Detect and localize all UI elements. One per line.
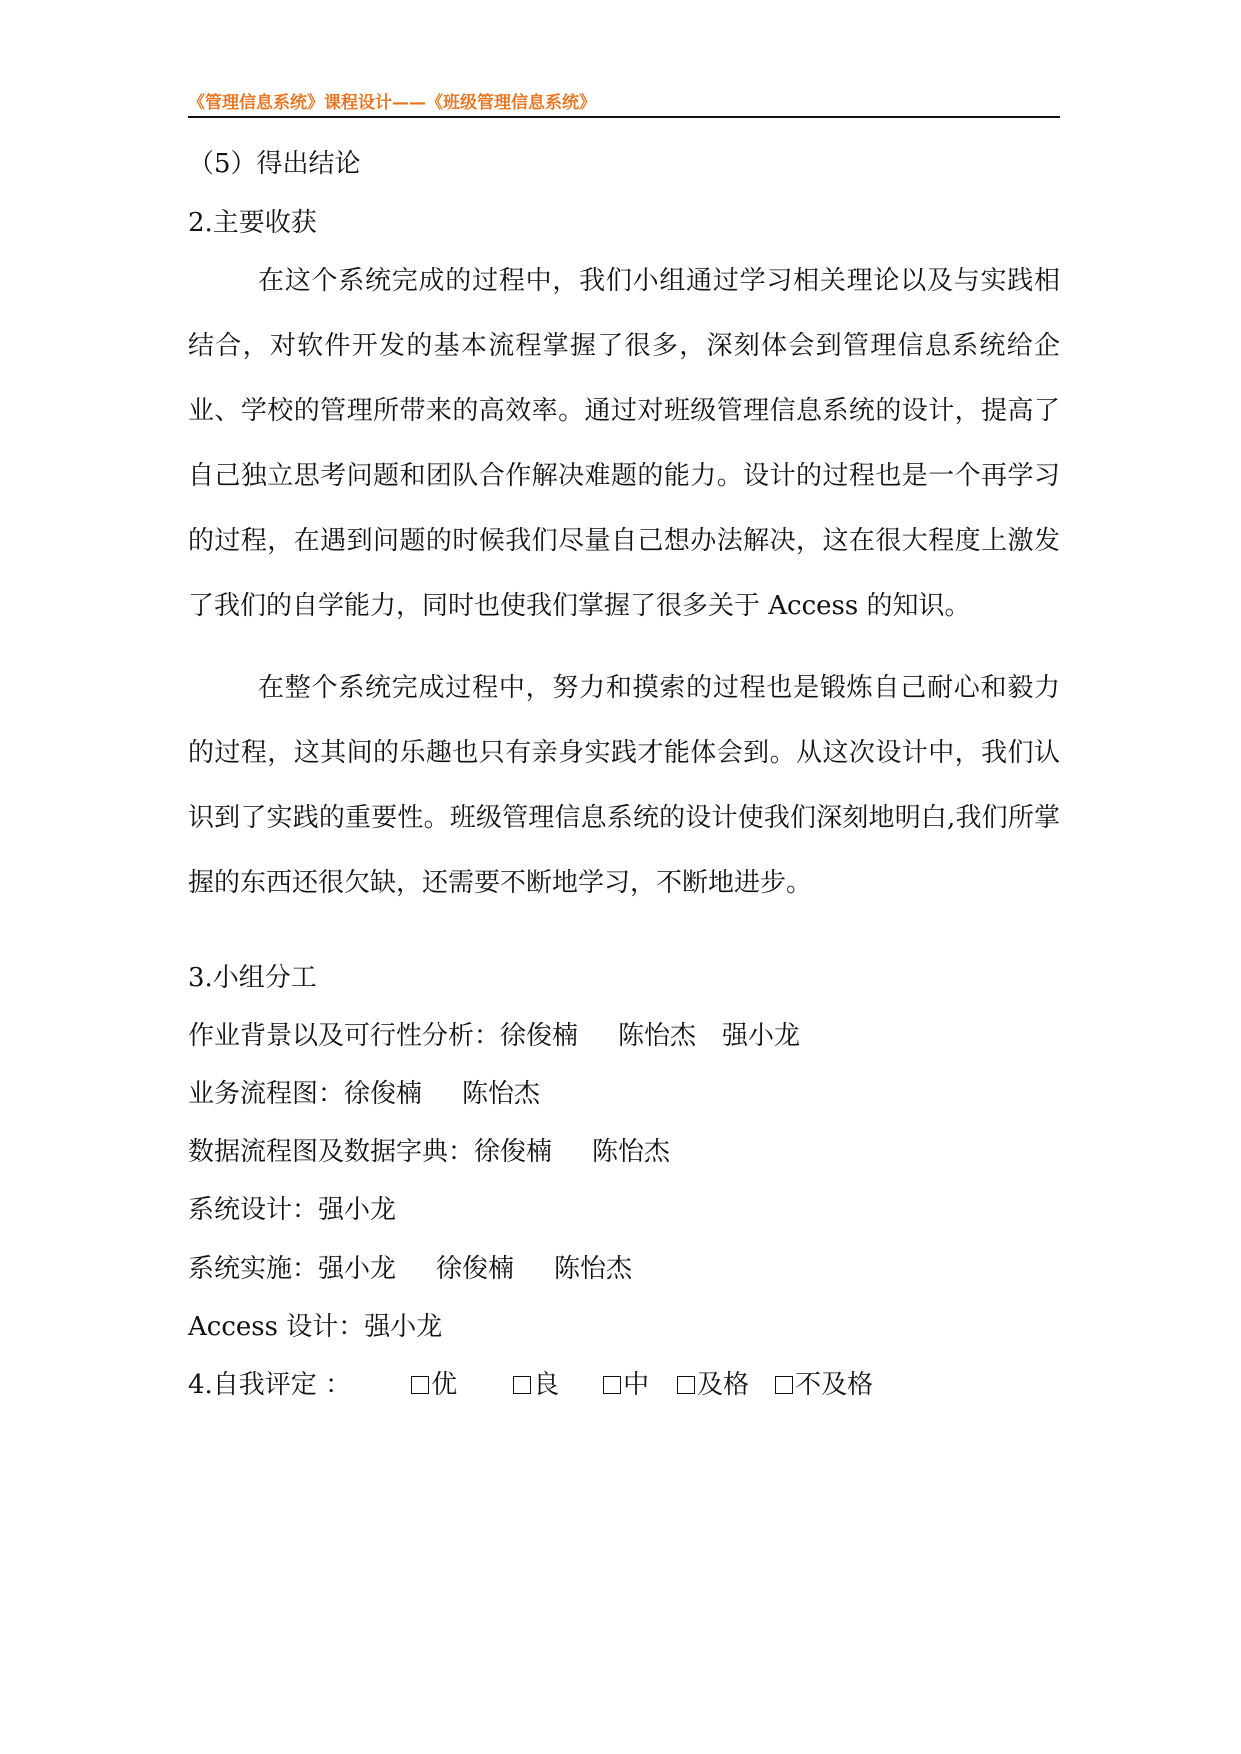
division-member: 强小龙 <box>722 1021 801 1051</box>
division-task: 作业背景以及可行性分析： <box>188 1021 501 1051</box>
division-member: 徐俊楠 <box>500 1021 579 1051</box>
checkbox-icon[interactable] <box>775 1376 793 1394</box>
division-member: 徐俊楠 <box>344 1079 423 1109</box>
self-eval-row <box>188 1368 873 1402</box>
division-member: 徐俊楠 <box>474 1137 553 1167</box>
division-member: 陈怡杰 <box>462 1079 541 1109</box>
gains-paragraph-2: 在整个系统完成过程中，努力和摸索的过程也是锻炼自己耐心和毅力的过程，这其间的乐趣也只有亲身实践才能体会到。从这次设计中，我们认识到了实践的重要性。班级管理信息系统的设计使我们深刻地明白,我们所掌握的东西还很欠缺，还需要不断地学习，不断地进步。 <box>188 673 1061 898</box>
division-task: 系统设计： <box>188 1195 319 1225</box>
self-eval-option-excellent[interactable]: 优 <box>411 1368 457 1402</box>
division-row <box>188 1252 632 1286</box>
division-member: 徐俊楠 <box>436 1254 515 1284</box>
page-header <box>188 86 1060 118</box>
self-eval-option-pass[interactable]: 及格 <box>677 1368 749 1402</box>
division-task: 数据流程图及数据字典： <box>188 1137 475 1167</box>
division-row <box>188 1135 670 1169</box>
checkbox-icon[interactable] <box>513 1376 531 1394</box>
division-member: 强小龙 <box>318 1254 397 1284</box>
step-5-heading: （5）得出结论 <box>188 149 361 179</box>
division-member: 陈怡杰 <box>592 1137 671 1167</box>
section-division-heading: 3.小组分工 <box>188 963 317 993</box>
checkbox-icon[interactable] <box>677 1376 695 1394</box>
checkbox-icon[interactable] <box>603 1376 621 1394</box>
self-eval-heading: 4.自我评定 ： <box>188 1370 352 1400</box>
division-member: 强小龙 <box>364 1312 443 1342</box>
self-eval-option-medium[interactable]: 中 <box>603 1368 649 1402</box>
division-row <box>188 1193 396 1227</box>
division-task: 系统实施： <box>188 1254 319 1284</box>
division-member: 陈怡杰 <box>554 1254 633 1284</box>
self-eval-option-fail[interactable]: 不及格 <box>775 1368 873 1402</box>
division-task: 业务流程图： <box>188 1079 345 1109</box>
gains-paragraph-1: 在这个系统完成的过程中，我们小组通过学习相关理论以及与实践相结合，对软件开发的基本流程掌握了很多，深刻体会到管理信息系统给企业、学校的管理所带来的高效率。通过对班级管理信息系统的设计，提高了自己独立思考问题和团队合作解决难题的能力。设计的过程也是一个再学习的过程，在遇到问题的时候我们尽量自己想办法解决，这在很大程度上激发了我们的自学能力，同时也使我们掌握了很多关于 Access 的知识。 <box>188 266 1060 621</box>
division-member: 强小龙 <box>318 1195 397 1225</box>
header-title: 《管理信息系统》课程设计——《班级管理信息系统》 <box>188 93 596 113</box>
division-row <box>188 1019 800 1053</box>
division-row <box>188 1077 540 1111</box>
division-member: 陈怡杰 <box>618 1021 697 1051</box>
self-eval-option-good[interactable]: 良 <box>513 1368 559 1402</box>
division-row <box>188 1310 442 1344</box>
section-gains-heading: 2.主要收获 <box>188 208 317 238</box>
division-task: Access 设计： <box>188 1312 365 1342</box>
checkbox-icon[interactable] <box>411 1376 429 1394</box>
